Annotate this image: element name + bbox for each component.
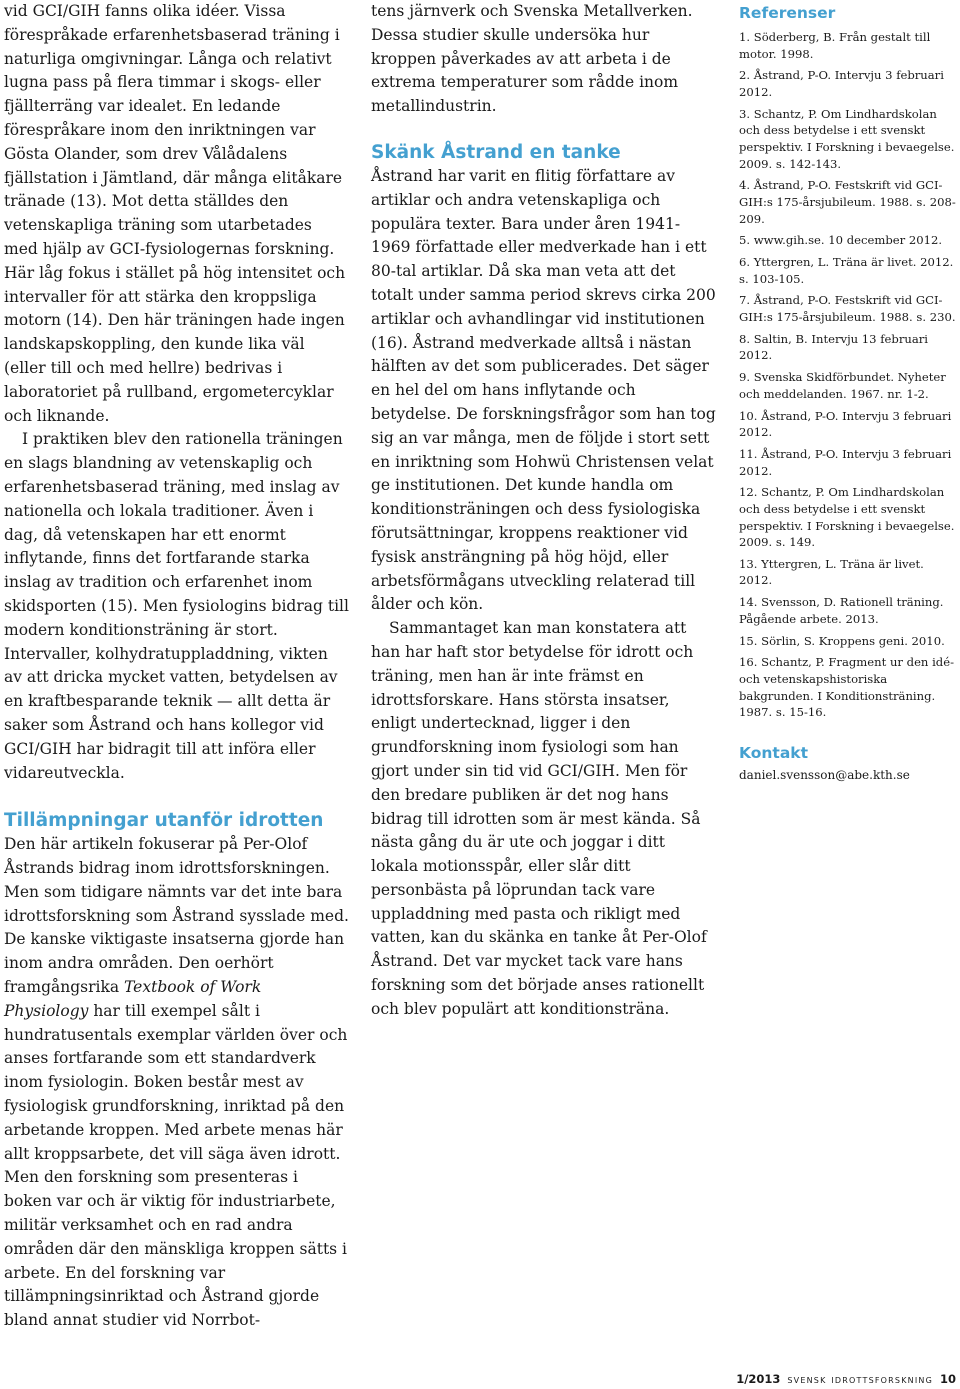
paragraph-applications bbox=[4, 833, 349, 1333]
reference-item: 1. Söderberg, B. Från gestalt till motor. 1998. bbox=[739, 30, 931, 61]
magazine-name: svensk idrottsforskning bbox=[787, 1372, 933, 1386]
heading-applications: Tillämpningar utanför idrotten bbox=[4, 810, 324, 832]
reference-item: 13. Yttergren, L. Träna är livet. 2012. bbox=[739, 556, 924, 588]
contact-heading: Kontakt bbox=[739, 743, 809, 762]
references-heading: Referenser bbox=[739, 4, 836, 22]
book-title: Textbook of Work Physiology bbox=[4, 978, 262, 1020]
reference-item: 2. Åstrand, P-O. Intervju 3 februari 2012. bbox=[739, 68, 944, 99]
paragraph-training-ideas: vid GCI/GIH fanns olika idéer. Vissa förespråkade erfarenhetsbaserad träning i naturliga omgivningar. Långa och relativt lugna pass på flera timmar i skogs- eller fjällterräng var idealet. En ledande förespråkare inom den inriktningen var Gösta Olander, som drev Vålådalens fjällstation i Jämtland, där många elitåkare tränade (13). Mot detta ställdes den vetenskapliga träning som utarbetades med hjälp av GCI-fysiologernas forskning. Här låg fokus i stället på hög intensitet och intervaller för att stärka den kroppsliga motorn (14). Den här träningen hade ingen landskapskoppling, den kunde lika väl (eller till och med hellre) bedrivas i laboratoriet på rullband, ergometercyklar och liknande. bbox=[4, 2, 346, 425]
paragraph-applications-part2: har till exempel sålt i hundratusentals exemplar världen över och anses fortfarande som ett standardverk inom fysiologin. Boken består mest av fysiologisk grundforskning, inriktad på den arbetande kroppen. Med arbete menas här allt kroppsarbete, det vill säga även idrott. Men den forskning som presenteras i boken var och är viktig för industriarbete, militär verksamhet och en rad andra områden där den mänskliga kroppen sätts i arbete. En del forskning var tillämpningsinriktad och Åstrand gjorde bland annat studier vid Norrbot- bbox=[4, 1001, 348, 1330]
contact-email[interactable]: daniel.svensson@abe.kth.se bbox=[739, 767, 910, 782]
paragraph-rational-training: I praktiken blev den rationella träningen en slags blandning av vetenskaplig och erfarenhetsbaserad träning, med inslag av nationella och lokala traditioner. Även i dag, då vetenskapen har ett enormt inflytande, finns det fortfarande starka inslag av tradition och erfarenhet inom skidsporten (15). Men fysiologins bidrag till modern konditionsträning är stort. Intervaller, kolhydratuppladdning, vikten av att dricka mycket vatten, betydelsen av en kraftbesparande teknik — allt detta är saker som Åstrand och hans kollegor vid GCI/GIH har bidragit till att införa eller vidareutveckla. bbox=[4, 430, 349, 782]
reference-item: 7. Åstrand, P-O. Festskrift vid GCI-GIH:s 175-årsjubileum. 1988. s. 230. bbox=[739, 293, 956, 325]
article-column-2 bbox=[371, 0, 716, 1022]
reference-item: 11. Åstrand, P-O. Intervju 3 februari 2012. bbox=[739, 446, 952, 478]
reference-item: 15. Sörlin, S. Kroppens geni. 2010. bbox=[739, 633, 945, 648]
reference-item: 16. Schantz, P. Fragment ur den idé- och vetenskapshistoriska bakgrunden. I Konditionsträning. 1987. s. 15-16. bbox=[739, 655, 954, 720]
page-number: 10 bbox=[939, 1372, 956, 1386]
article-column-1 bbox=[4, 0, 349, 1333]
issue-number: 1/2013 bbox=[736, 1372, 781, 1386]
paragraph-summary: Sammantaget kan man konstatera att han har haft stor betydelse för idrott och träning, men han är inte främst en idrottsforskare. Hans största insatser, enligt undertecknad, ligger i den grundforskning inom fysiologi som han gjort under sin tid vid GCI/GIH. Men för den bredare publiken är det nog hans bidrag till idrotten som är mest kända. Så nästa gång du är ute och joggar i ditt lokala motionsspår, eller slår ditt personbästa på löprundan tack vare uppladdning med pasta och rikligt med vatten, kan du skänka en tanke åt Per-Olof Åstrand. Det var mycket tack vare hans forskning som det började anses rationellt och blev populärt att konditionsträna. bbox=[371, 619, 707, 1018]
reference-item: 6. Yttergren, L. Träna är livet. 2012. s. 103-105. bbox=[739, 255, 954, 286]
reference-item: 4. Åstrand, P-O. Festskrift vid GCI-GIH:s 175-årsjubileum. 1988. s. 208-209. bbox=[739, 178, 956, 226]
paragraph-metal-industry: tens järnverk och Svenska Metallverken. Dessa studier skulle undersöka hur kroppen påverkades av att arbeta i de extrema temperaturer som rådde inom metallindustrin. bbox=[371, 2, 693, 116]
references-sidebar bbox=[739, 0, 959, 783]
heading-think-of-astrand: Skänk Åstrand en tanke bbox=[371, 141, 621, 163]
reference-item: 3. Schantz, P. Om Lindhardskolan och dess betydelse i ett svenskt perspektiv. I Forskning i bevaegelse. 2009. s. 142-143. bbox=[739, 106, 955, 171]
reference-item: 9. Svenska Skidförbundet. Nyheter och meddelanden. 1967. nr. 1-2. bbox=[739, 370, 946, 401]
page-footer bbox=[736, 1372, 956, 1386]
reference-item: 5. www.gih.se. 10 december 2012. bbox=[739, 233, 943, 248]
reference-item: 10. Åstrand, P-O. Intervju 3 februari 2012. bbox=[739, 408, 952, 440]
reference-item: 8. Saltin, B. Intervju 13 februari 2012. bbox=[739, 331, 928, 363]
reference-item: 14. Svensson, D. Rationell träning. Pågående arbete. 2013. bbox=[739, 595, 944, 626]
references-list bbox=[739, 29, 959, 721]
reference-item: 12. Schantz, P. Om Lindhardskolan och dess betydelse i ett svenskt perspektiv. I Forskning i bevaegelse. 2009. s. 149. bbox=[739, 485, 955, 550]
paragraph-author-output: Åstrand har varit en flitig författare av artiklar och andra vetenskapliga och populära texter. Bara under åren 1941-1969 författade eller medverkade han i ett 80-tal artiklar. Då ska man veta att det totalt under samma period skrevs cirka 200 artiklar och avhandlingar vid institutionen (16). Åstrand medverkade alltså i nästan hälften av det som publicerades. Det säger en hel del om hans inflytande och betydelse. De forskningsfrågor som han tog sig an var många, men de följde i stort sett en inriktning som Hohwü Christensen velat ge institutionen. Det kunde handla om konditionsträningen och dess fysiologiska förutsättningar, kroppens reaktioner vid fysisk ansträngning på hög höjd, eller arbetsförmågans utveckling relaterad till ålder och kön. bbox=[371, 166, 716, 614]
paragraph-applications-part1: Den här artikeln fokuserar på Per-Olof Åstrands bidrag inom idrottsforskningen. Men som tidigare nämnts var det inte bara idrottsforskning som Åstrand sysslade med. De kanske viktigaste insatserna gjorde han inom andra områden. Den oerhört framgångsrika bbox=[4, 835, 349, 997]
